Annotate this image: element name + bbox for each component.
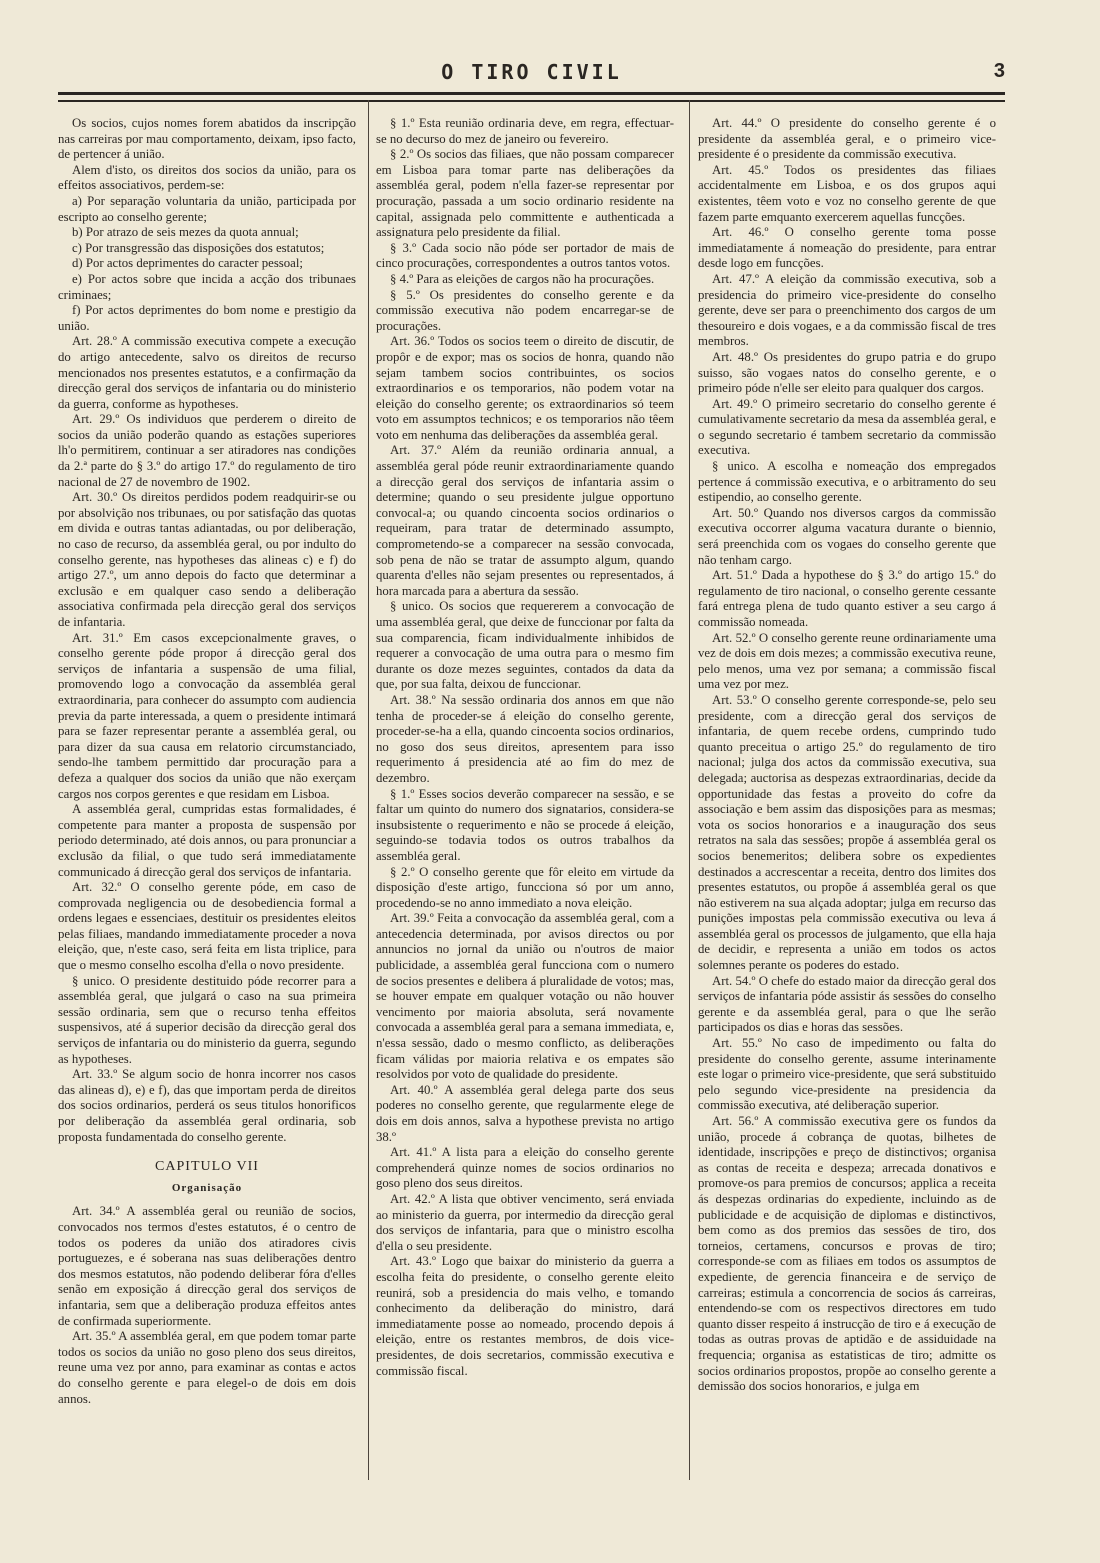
- paragraph: Art. 32.º O conselho gerente póde, em caso de comprovada negligencia ou de desobediencia formal a ordens legaes e essenciaes, destituir os presidentes eleitos pelas filiaes, mandando immediatamente proceder a nova eleição, que, n'este caso, será feita em lista triplice, para que o mesmo conselho escolha d'ella o novo presidente.: [58, 880, 356, 973]
- column-1: [58, 116, 356, 1496]
- column-3: [698, 116, 996, 1496]
- paragraph: Art. 44.º O presidente do conselho gerente é o presidente da assembléa geral, e o primeiro vice-presidente é o presidente da commissão executiva.: [698, 116, 996, 162]
- paragraph: Art. 35.º A assembléa geral, em que podem tomar parte todos os socios da união no goso pleno dos seus direitos, reune uma vez por anno, para examinar as contas e actos do conselho gerente e para elegel-o de dois em dois annos.: [58, 1329, 356, 1406]
- page-header: [58, 60, 1005, 92]
- paragraph: § unico. Os socios que requererem a convocação de uma assembléa geral, que deixe de funccionar por falta da sua comparencia, ficam individualmente inhibidos de requerer a convocação de uma outra para o mesmo fim durante os doze mezes seguintes, contados da data da que, por sua falta, deixou de funccionar.: [376, 599, 674, 692]
- paragraph: Art. 29.º Os individuos que perderem o direito de socios da união poderão quando as estações superiores lh'o permitirem, continuar a ser atiradores nas condições da 2.ª parte do § 3.º do artigo 17.º do regulamento de tiro nacional de 27 de novembro de 1902.: [58, 412, 356, 489]
- paragraph: A assembléa geral, cumpridas estas formalidades, é competente para manter a proposta de suspensão por periodo determinado, até dois annos, ou para pronunciar a exclusão da filial, o que tudo será immediatamente communicado á direcção geral dos serviços de infantaria.: [58, 802, 356, 879]
- paragraph: § 1.º Esta reunião ordinaria deve, em regra, effectuar-se no decurso do mez de janeiro ou fevereiro.: [376, 116, 674, 146]
- paragraph: Art. 39.º Feita a convocação da assembléa geral, com a antecedencia determinada, por avisos directos ou por annuncios no jornal da união ou n'outros de maior publicidade, a assembléa geral funcciona com o numero de socios presentes e delibera á pluralidade de votos; mas, se houver empate em qualquer votação ou não houver vencimento por maioria absoluta, será novamente convocada a assembléa geral para a semana immediata, e, n'essa sessão, dado o mesmo conflicto, as deliberações ficam válidas por maioria relativa e os empates são resolvidos por voto de qualidade do presidente.: [376, 911, 674, 1082]
- paragraph: Art. 37.º Além da reunião ordinaria annual, a assembléa geral póde reunir extraordinariamente quando a direcção geral dos serviços de infantaria assim o determine; quando o seu presidente julgue opportuno convocal-a; ou quando cincoenta socios ordinarios o requeiram, para tratar de determinado assumpto, comprometendo-se a comparecer na sessão convocada, sob pena de não se tratar de assumpto algum, quando quarenta d'elles não sejam presentes ou representados, á hora marcada para a abertura da sessão.: [376, 443, 674, 598]
- column-divider: [368, 100, 369, 1480]
- paragraph: § 5.º Os presidentes do conselho gerente e da commissão executiva não podem encarregar-se de procurações.: [376, 287, 674, 333]
- paragraph: Art. 54.º O chefe do estado maior da direcção geral dos serviços de infantaria póde assistir ás sessões do conselho gerente e da assembléa geral, para o que lhe serão participados os dias e horas das sessões.: [698, 973, 996, 1035]
- paragraph: d) Por actos deprimentes do caracter pessoal;: [72, 256, 303, 271]
- journal-title: O TIRO CIVIL: [441, 60, 622, 84]
- paragraph: § 1.º Esses socios deverão comparecer na sessão, e se faltar um quinto do numero dos signatarios, considera-se insubsistente o requerimento e não se procede á eleição, seguindo-se todavia todos os outros trabalhos da assembléa geral.: [376, 786, 674, 863]
- paragraph: Art. 46.º O conselho gerente toma posse immediatamente á nomeação do presidente, para entrar desde logo em funcções.: [698, 225, 996, 271]
- paragraph: Art. 47.º A eleição da commissão executiva, sob a presidencia do primeiro vice-presidente do conselho gerente, deve ser para o preenchimento dos cargos de um thesoureiro e dois vogaes, e a da commissão fiscal de tres membros.: [698, 271, 996, 349]
- paragraph: f) Por actos deprimentes do bom nome e prestigio da união.: [58, 303, 356, 333]
- paragraph: § unico. A escolha e nomeação dos empregados pertence á commissão executiva, e o arbitramento do seu estipendio, ao conselho gerente.: [698, 459, 996, 505]
- paragraph: Art. 56.º A commissão executiva gere os fundos da união, procede á cobrança de quotas, bilhetes de identidade, inscripções e preço de distinctivos; organisa as contas de receita e despeza; arrecada donativos e promove-os para premios de concursos; applica a receita ás despezas ordinarias do expediente, incluindo as de publicidade e de acquisição de diplomas e distinctivos, bem como as dos premios das sessões de tiro, dos torneios, certamens, concursos e provas de tiro; corresponde-se com as filiaes em todos os assumptos de expediente, de gerencia financeira e de serviço de carreiras; estimula a concorrencia de socios ás carreiras, entendendo-se com os respectivos directores em tudo quanto disser respeito á instrucção de tiro e á execução de todas as outras provas de aptidão e de assiduidade na frequencia; organisa as estatisticas de tiro; admitte os socios ordinarios propostos, propõe ao conselho gerente a demissão dos socios honorarios, e julga em: [698, 1114, 996, 1394]
- paragraph: Art. 28.º A commissão executiva compete a execução do artigo antecedente, salvo os direitos de recurso mencionados nos presentes estatutos, e a confirmação da direcção geral dos serviços de infantaria ou do ministerio da guerra, conforme as hypotheses.: [58, 334, 356, 411]
- paragraph: a) Por separação voluntaria da união, participada por escripto ao conselho gerente;: [58, 193, 356, 224]
- header-rule: [58, 92, 1005, 102]
- paragraph: Art. 30.º Os direitos perdidos podem readquirir-se ou por absolvição nos tribunaes, ou por satisfação das quotas em divida e outras tantas adiantadas, ou por deliberação, no caso de recurso, da assembléa geral, ou por indulto do conselho gerente, nas hypotheses das alineas c) e f) do artigo 27.º, um anno depois do facto que determinar a exclusão e em qualquer caso sendo a deliberação associativa confirmada pela direcção geral dos serviços de infantaria.: [58, 490, 356, 629]
- paragraph: § unico. O presidente destituido póde recorrer para a assembléa geral, que julgará o caso na sua primeira sessão ordinaria, sem que o recurso tenha effeitos suspensivos, até á superior decisão da direcção geral dos serviços de infantaria ou do ministerio da guerra, segundo as hypotheses.: [58, 973, 356, 1066]
- paragraph: Art. 33.º Se algum socio de honra incorrer nos casos das alineas d), e) e f), das que importam perda de direitos dos socios ordinarios, perderá os seus titulos honorificos por deliberação da assembléa geral ordinaria, sob proposta fundamentada do conselho gerente.: [58, 1067, 356, 1144]
- paragraph: Alem d'isto, os direitos dos socios da união, para os effeitos associativos, perdem-se:: [58, 162, 356, 193]
- paragraph: Art. 45.º Todos os presidentes das filiaes accidentalmente em Lisboa, e os dos grupos aqui existentes, têem voto e voz no conselho gerente de que fazem parte emquanto exercerem aquellas funcções.: [698, 162, 996, 224]
- paragraph: Art. 49.º O primeiro secretario do conselho gerente é cumulativamente secretario da mesa da assembléa geral, e o segundo secretario é tambem secretario da commissão executiva.: [698, 396, 996, 458]
- paragraph: § 2.º O conselho gerente que fôr eleito em virtude da disposição d'este artigo, funcciona só por um anno, procedendo-se no anno immediato a nova eleição.: [376, 864, 674, 910]
- column-2: [376, 116, 674, 1496]
- paragraph: Art. 48.º Os presidentes do grupo patria e do grupo suisso, são vogaes natos do conselho gerente, e o primeiro póde n'elle ser eleito para qualquer dos cargos.: [698, 349, 996, 396]
- paragraph: Art. 36.º Todos os socios teem o direito de discutir, de propôr e de expor; mas os socios de honra, quando não sejam tambem socios contribuintes, os socios extraordinarios e os temporarios, não podem votar na eleição do conselho gerente; os extraordinarios só teem voto em assumptos technicos; e os temporarios não têem voto em nenhuma das deliberações da assembléa geral.: [376, 334, 674, 442]
- paragraph: Art. 53.º O conselho gerente corresponde-se, pelo seu presidente, com a direcção geral dos serviços de infantaria, de quem recebe ordens, cumprindo tudo quanto preceitua o artigo 25.º do regulamento de tiro nacional; julga dos actos da commissão executiva, sua delegada; auctorisa as despezas extraordinarias, decide da opportunidade das festas a proveito do cofre da associação e bem assim das disposições para as mesmas; vota os socios honorarios e a inauguração dos seus retratos na sala das sessões; propõe á assembléa geral os socios benemeritos; delibera sobre os expedientes destinados a accrescentar a receita, dentro dos limites dos presentes estatutos, ou propõe á assembléa geral os que não estiverem na sua alçada adoptar; julga em recurso das punições impostas pela commissão executiva ou leva á assembléa geral os processos de julgamento, que ella haja de decidir, e representa a união em todos os actos solemnes perante os poderes do estado.: [698, 692, 996, 973]
- paragraph: Art. 41.º A lista para a eleição do conselho gerente comprehenderá quinze nomes de socios ordinarios no goso pleno dos seus direitos.: [376, 1145, 674, 1191]
- paragraph: Art. 52.º O conselho gerente reune ordinariamente uma vez de dois em dois mezes; a commissão executiva reune, pelo menos, uma vez por semana; a commissão fiscal uma vez por mez.: [698, 630, 996, 692]
- paragraph: Art. 31.º Em casos excepcionalmente graves, o conselho gerente póde propor á direcção geral dos serviços de infantaria a suspensão de uma filial, promovendo logo a convocação da assembléa geral extraordinaria, para conhecer do assumpto com audiencia previa da parte interessada, a quem o presidente intimará para se fazer representar perante a assembléa geral, ou para dizer da sua causa em relatorio circumstanciado, sendo-lhe tambem permittido dar procuração para a defeza a qualquer dos socios da união que não exerçam cargos nos corpos gerentes e que residam em Lisboa.: [58, 630, 356, 801]
- paragraph: Os socios, cujos nomes forem abatidos da inscripção nas carreiras por mau comportamento, deixam, ipso facto, de pertencer á união.: [58, 116, 356, 162]
- article-columns: [58, 116, 1006, 1496]
- paragraph: Art. 38.º Na sessão ordinaria dos annos em que não tenha de proceder-se á eleição do conselho gerente, proceder-se-ha a ella, quando cincoenta socios ordinarios, no goso dos seus direitos, apresentem para isso requerimento á presidencia até ao fim do mez de dezembro.: [376, 692, 674, 785]
- paragraph: Art. 34.º A assembléa geral ou reunião de socios, convocados nos termos d'estes estatutos, é o centro de todos os poderes da união dos atiradores civis portuguezes, e é soberana nas suas deliberações dentro dos mesmos estatutos, não podendo deliberar fóra d'elles senão em exposição á direcção geral dos serviços de infantaria, sem que a deliberação produza effeitos antes de confirmada superiormente.: [58, 1204, 356, 1328]
- paragraph: Art. 55.º No caso de impedimento ou falta do presidente do conselho gerente, assume interinamente este logar o primeiro vice-presidente, que será substituido pelo segundo vice-presidente na presidencia da commissão executiva, até deliberação superior.: [698, 1036, 996, 1113]
- paragraph: § 4.º Para as eleições de cargos não ha procurações.: [390, 271, 655, 286]
- chapter-heading: CAPITULO VII: [155, 1159, 259, 1175]
- paragraph: c) Por transgressão das disposições dos estatutos;: [72, 240, 325, 255]
- paragraph: Art. 51.º Dada a hypothese do § 3.º do artigo 15.º do regulamento de tiro nacional, o conselho gerente cessante fará entrega plena de tudo quanto estiver a seu cargo á commissão nomeada.: [698, 568, 996, 629]
- paragraph: b) Por atrazo de seis mezes da quota annual;: [72, 225, 299, 240]
- page-number: 3: [993, 60, 1005, 82]
- paragraph: Art. 42.º A lista que obtiver vencimento, será enviada ao ministerio da guerra, por intermedio da direcção geral dos serviços de infantaria, para que o ministro escolha d'ella o seu presidente.: [376, 1191, 674, 1253]
- paragraph: Art. 50.º Quando nos diversos cargos da commissão executiva occorrer alguma vacatura durante o biennio, será preenchida com os vogaes do conselho gerente que não tenham cargo.: [698, 505, 996, 567]
- column-divider: [689, 100, 690, 1480]
- paragraph: § 2.º Os socios das filiaes, que não possam comparecer em Lisboa para tomar parte nas deliberações da assembléa geral, podem n'ella fazer-se representar por procuração, passada a um socio ordinario residente na capital, assignada pelo committente e authenticada a assignatura pelo presidente da filial.: [376, 147, 674, 240]
- paragraph: e) Por actos sobre que incida a acção dos tribunaes criminaes;: [58, 271, 356, 302]
- paragraph: Art. 43.º Logo que baixar do ministerio da guerra a escolha feita do presidente, o conselho gerente eleito reunirá, sob a presidencia do mais velho, e tomando conhecimento da deliberação do ministro, dará immediatamente posse ao nomeado, procendo depois á eleição, entre os restantes membros, de dois vice-presidentes, de dois secretarios, commissão executiva e commissão fiscal.: [376, 1254, 674, 1378]
- chapter-subheading: Organisação: [171, 1181, 243, 1194]
- paragraph: § 3.º Cada socio não póde ser portador de mais de cinco procurações, correspondentes a outros tantos votos.: [376, 240, 674, 271]
- paragraph: Art. 40.º A assembléa geral delega parte dos seus poderes no conselho gerente, que regularmente elege de dois em dois annos, salva a hypothese prevista no artigo 38.º: [376, 1082, 674, 1144]
